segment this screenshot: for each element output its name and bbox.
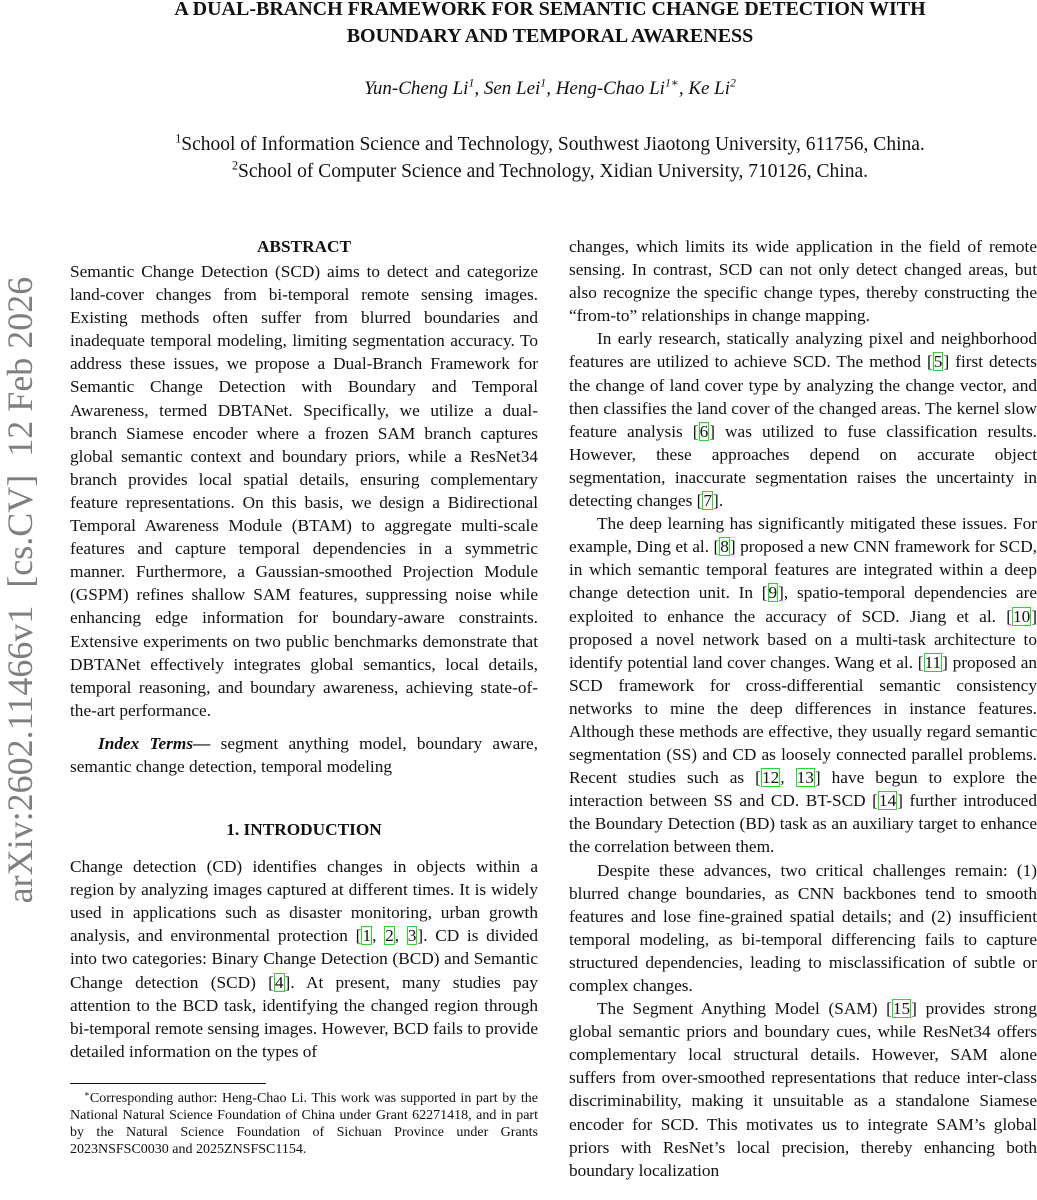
introduction-heading: 1. INTRODUCTION — [226, 820, 382, 840]
citation-link[interactable]: 2 — [385, 926, 394, 946]
citation-link[interactable]: 10 — [1012, 606, 1031, 626]
citation-link[interactable]: 9 — [768, 583, 778, 603]
index-terms: Index Terms— segment anything model, boundary aware, semantic change detection, temporal modeling — [70, 733, 538, 776]
citation-link[interactable]: 3 — [407, 926, 417, 946]
citation-link[interactable]: 15 — [892, 999, 911, 1019]
paper-title — [60, 0, 1037, 50]
citation-link[interactable]: 4 — [274, 972, 284, 992]
author: Heng-Chao $Li^{1∗}$ — [555, 76, 679, 99]
introduction-body — [70, 855, 538, 1063]
left-column — [70, 235, 538, 1158]
introduction-body-continued — [569, 235, 1037, 1182]
citation-link[interactable]: 1 — [362, 926, 372, 946]
citation-link[interactable]: 7 — [703, 491, 713, 511]
affiliations — [60, 131, 1037, 185]
paragraph: Change detection (CD) identifies changes in objects within a region by analyzing images captured at different times. It is widely used in applications such as disaster monitoring, urban growth analysis, and environmental protection [1, 2, 3]. CD is divided into two categories: Binary Change Detection (BCD) and Semantic Change detection (SCD) [4]. At present, many studies pay attention to the BCD task, identifying the changed region through bi-temporal remote sensing images. However, BCD fails to provide detailed information on the types of — [70, 857, 539, 1061]
footnote: ∗Corresponding author: Heng-Chao Li. This work was supported in part by the National Natural Science Foundation of China under Grant 62271418, and in part by the Natural Science Foundation of Sichuan Province under Grants 2023NSFSC0030 and 2025ZNSFSC1154. — [70, 1088, 538, 1157]
affiliation: $^2$School of Computer Science and Technology, Xidian University, 710126, China. — [232, 158, 868, 182]
author: Yun-Cheng Li$^1$ — [364, 76, 475, 99]
author: Ke Li$^2$ — [688, 76, 736, 99]
author-list: Yun-Cheng Li$^1$, Sen Lei$^1$, Heng-Chao $Li^{1∗}$, Ke Li$^2$ — [364, 76, 736, 99]
paragraph: In early research, statically analyzing pixel and neighborhood features are utilized to achieve SCD. The method [5] first detects the change of land cover type by analyzing the change vector, and then classifies the land cover of the changed areas. The kernel slow feature analysis [6] was utilized to fuse classification results. However, these approaches depend on accurate object segmentation, inaccurate segmentation raises the uncertainty in detecting changes [7]. — [569, 329, 1037, 511]
citation-link[interactable]: 8 — [720, 537, 729, 557]
citation-link[interactable]: 13 — [796, 768, 814, 788]
abstract-text: Semantic Change Detection (SCD) aims to detect and categorize land-cover changes from bi-temporal remote sensing images. Existing methods often suffer from blurred boundaries and inadequate temporal modeling, limiting segmentation accuracy. To address these issues, we propose a Dual-Branch Framework for Semantic Change Detection with Boundary and Temporal Awareness, termed DBTANet. Specifically, we utilize a dual-branch Siamese encoder where a frozen SAM branch captures global semantic context and boundary priors, while a ResNet34 branch provides local spatial details, ensuring complementary feature representations. On this basis, we design a Bidirectional Temporal Awareness Module (BTAM) to aggregate multi-scale features and capture temporal dependencies in a symmetric manner. Furthermore, a Gaussian-smoothed Projection Module (GSPM) refines shallow SAM features, suppressing noise while enhancing edge information for boundary-aware constraints. Extensive experiments on two public benchmarks demonstrate that DBTANet effectively integrates global semantics, local details, temporal reasoning, and boundary awareness, achieving state-of-the-art performance. — [70, 262, 538, 720]
right-column — [569, 235, 1037, 1182]
citation-link[interactable]: 14 — [878, 791, 897, 811]
citation-link[interactable]: 5 — [933, 352, 943, 372]
paragraph: The Segment Anything Model (SAM) [15] provides strong global semantic priors and boundary cues, while ResNet34 offers complementary local structural details. However, SAM alone suffers from over-smoothed representations that reduce inter-class discriminability, making it unsuitable as a standalone Siamese encoder for SCD. This motivates us to integrate SAM’s global priors with ResNet’s local precision, thereby enhancing both boundary localization — [569, 999, 1037, 1180]
arxiv-identifier: arXiv:2602.11466v1 [cs.CV] 12 Feb 2026 — [0, 276, 40, 904]
paragraph: Despite these advances, two critical challenges remain: (1) blurred change boundaries, as CNN backbones tend to smooth features and lose fine-grained spatial details; and (2) insufficient temporal modeling, as bi-temporal differencing fails to capture structured dependencies, leading to misclassification of subtle or complex changes. — [569, 860, 1037, 995]
affiliation: $^1$School of Information Science and Technology, Southwest Jiaotong University, 611756, China. — [175, 131, 925, 155]
footnote-divider — [70, 1083, 266, 1084]
title-line: A DUAL-BRANCH FRAMEWORK FOR SEMANTIC CHANGE DETECTION WITH — [174, 0, 926, 20]
citation-link[interactable]: 6 — [699, 421, 709, 441]
citation-link[interactable]: 12 — [761, 768, 780, 788]
paragraph: The deep learning has significantly mitigated these issues. For example, Ding et al. [8] proposed a new CNN framework for SCD, in which semantic temporal features are integrated within a deep change detection unit. In [9], spatio-temporal dependencies are exploited to enhance the accuracy of SCD. Jiang et al. [10] proposed a novel network based on a multi-task architecture to identify potential land cover changes. Wang et al. [11] proposed an SCD framework for cross-differential semantic consistency networks to mine the deep differences in instance features. Although these methods are effective, they usually regard semantic segmentation (SS) and CD as loosely connected parallel problems. Recent studies such as [12, 13] have begun to explore the interaction between SS and CD. BT-SCD [14] further introduced the Boundary Detection (BD) task as an auxiliary target to enhance the correlation between them. — [569, 514, 1037, 857]
citation-link[interactable]: 11 — [924, 652, 942, 672]
abstract-heading: ABSTRACT — [256, 237, 352, 256]
paragraph: changes, which limits its wide application in the field of remote sensing. In contrast, SCD can not only detect changed areas, but also recognize the specific change types, thereby constructing the “from-to” relationships in change mapping. — [569, 237, 1037, 326]
title-line: BOUNDARY AND TEMPORAL AWARENESS — [346, 25, 754, 47]
author: Sen Lei$^1$ — [483, 76, 547, 99]
